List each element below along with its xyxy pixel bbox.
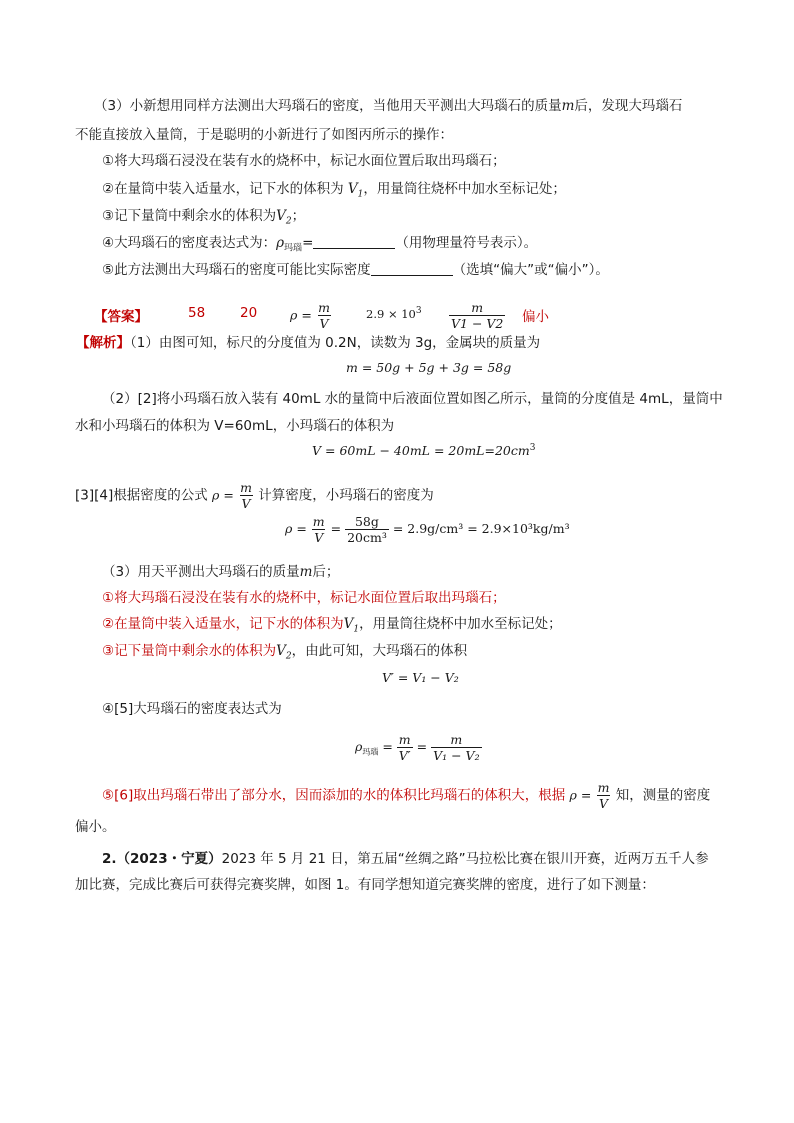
- analysis-p2a: （2）[2]将小玛瑙石放入装有 40mL 水的量筒中后液面位置如图乙所示，量筒的分度值是 4mL，量筒中: [102, 391, 723, 407]
- analysis-eq5: $\rho_{玛瑙}$ = $\frac{m}{V'}$ = $\frac{m}{\text{V₁ − V₂}}$: [355, 732, 480, 763]
- analysis-p5: ①将大玛瑙石浸没在装有水的烧杯中，标记水面位置后取出玛瑙石；: [102, 590, 506, 606]
- answer-2: 20: [240, 305, 258, 321]
- answer-6: 偏小: [522, 309, 549, 325]
- q3-step1: ①将大玛瑙石浸没在装有水的烧杯中，标记水面位置后取出玛瑙石；: [102, 153, 506, 169]
- analysis-p2b: 水和小玛瑙石的体积为 V=60mL，小玛瑙石的体积为: [75, 418, 395, 434]
- analysis-p4: （3）用天平测出大玛瑙石的质量m后；: [102, 564, 340, 580]
- analysis-p9: ⑤[6]取出玛瑙石带出了部分水，因而添加的水的体积比玛瑙石的体积大，根据 ρ = $\frac{m}{V}$ 知，测量的密度: [102, 780, 711, 811]
- analysis-p1: 【解析】（1）由图可知，标尺的分度值为 0.2N，读数为 3g，金属块的质量为: [76, 335, 541, 351]
- analysis-eq4: V′ = V₁ − V₂: [382, 670, 459, 685]
- q2-line1: 2.（2023・宁夏）2023 年 5 月 21 日，第五届“丝绸之路”马拉松比赛在银川开赛，近两万五千人参: [102, 851, 709, 867]
- analysis-p10: 偏小。: [75, 819, 116, 835]
- analysis-eq3: ρ = $\frac{m}{V}$ = $\frac{58g}{\text{20cm³}}$ = 2.9g/cm³ = 2.9×10³kg/m³: [285, 514, 570, 545]
- q3-step5: ⑤此方法测出大玛瑙石的密度可能比实际密度 （选填“偏大”或“偏小”）。: [102, 262, 609, 278]
- answer-1: 58: [188, 305, 206, 321]
- answer-5: $\frac{m}{V1 - V2}$: [451, 300, 504, 331]
- analysis-eq2: $V = 60mL - 40mL = 20mL=20cm^3$: [312, 443, 536, 459]
- analysis-p6: ②在量筒中装入适量水，记下水的体积为$V_1$，用量筒往烧杯中加水至标记处；: [102, 616, 562, 635]
- q2-line2: 加比赛，完成比赛后可获得完赛奖牌，如图 1。有同学想知道完赛奖牌的密度，进行了如下测量：: [75, 877, 655, 893]
- answer-label: 【答案】: [94, 309, 148, 325]
- analysis-p7: ③记下量筒中剩余水的体积为$V_2$，由此可知，大玛瑙石的体积: [102, 643, 468, 662]
- analysis-p3: [3][4]根据密度的公式 ρ = $\frac{m}{V}$ 计算密度，小玛瑙石的密度为: [75, 480, 434, 511]
- q3-intro-line1: （3）小新想用同样方法测出大玛瑙石的密度，当他用天平测出大玛瑙石的质量m后，发现大玛瑙石: [94, 98, 683, 114]
- q3-step3: ③记下量筒中剩余水的体积为$V_2$；: [102, 208, 306, 227]
- answer-blank[interactable]: [371, 261, 453, 276]
- analysis-p8: ④[5]大玛瑙石的密度表达式为: [102, 701, 282, 717]
- answer-3: ρ = $\frac{m}{V}$: [290, 300, 330, 331]
- answer-blank[interactable]: [313, 234, 395, 249]
- q3-intro-line2: 不能直接放入量筒，于是聪明的小新进行了如图丙所示的操作：: [75, 127, 453, 143]
- q3-step4: ④大玛瑙石的密度表达式为：$\rho_{玛瑙}=$ （用物理量符号表示）。: [102, 235, 538, 254]
- q3-step2: ②在量筒中装入适量水，记下水的体积为 $V_1$，用量筒往烧杯中加水至标记处；: [102, 181, 566, 200]
- analysis-eq1: m = 50g + 5g + 3g = 58g: [346, 360, 512, 375]
- answer-4: $2.9 \times 10^3$: [366, 306, 422, 321]
